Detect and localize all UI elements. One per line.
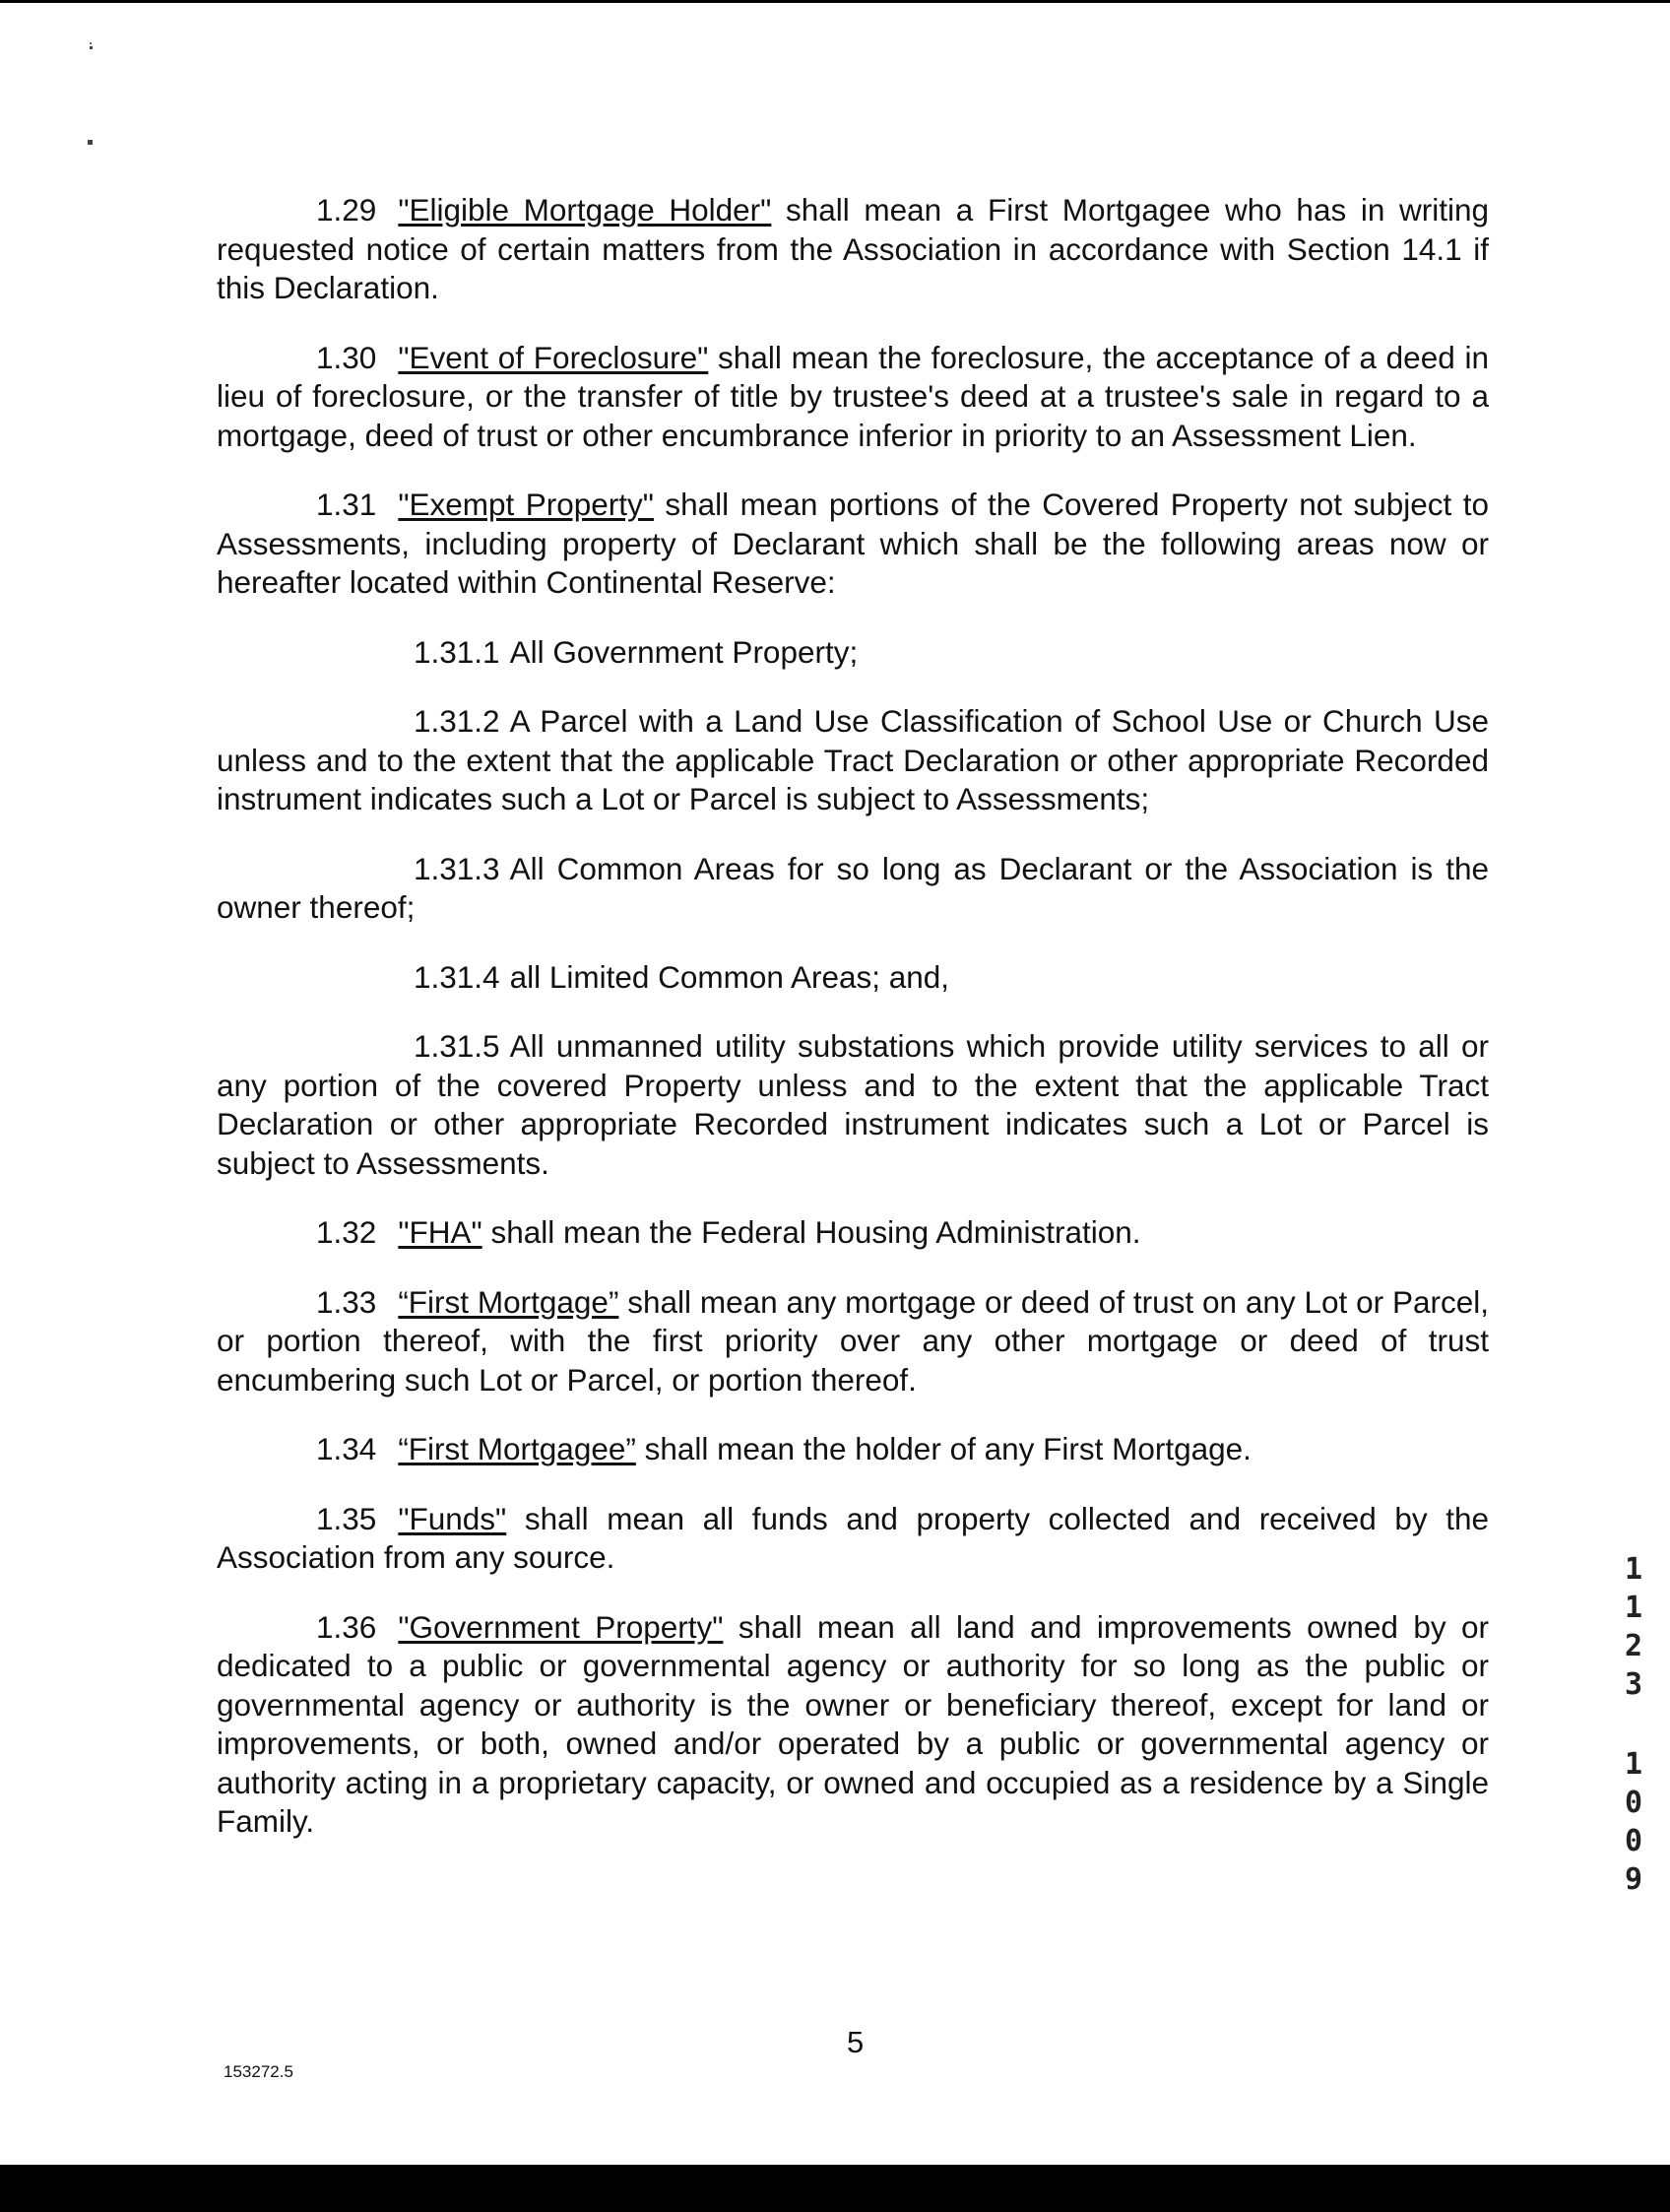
defined-term: "Eligible Mortgage Holder" <box>398 192 772 228</box>
defined-term: “First Mortgagee” <box>398 1431 636 1466</box>
section-number: 1.33 <box>316 1283 377 1320</box>
subsection-text: All Government Property; <box>509 633 859 670</box>
subsection-number: 1.31.1 <box>414 633 500 670</box>
subsection-1-31-3 <box>217 850 1489 928</box>
scan-speck <box>88 140 93 145</box>
document-id: 153272.5 <box>224 2062 293 2081</box>
subsection-number: 1.31.3 <box>414 850 500 886</box>
defined-term: "Exempt Property" <box>398 487 654 522</box>
section-1-32 <box>217 1213 1489 1253</box>
section-1-34 <box>217 1430 1489 1469</box>
subsection-number: 1.31.5 <box>414 1028 500 1064</box>
subsection-1-31-5 <box>217 1027 1489 1183</box>
section-text: shall mean the Federal Housing Administration. <box>482 1214 1141 1250</box>
subsection-number: 1.31.2 <box>414 703 500 739</box>
section-number: 1.36 <box>316 1608 377 1645</box>
subsection-text: all Limited Common Areas; and, <box>509 958 950 995</box>
section-number: 1.29 <box>316 192 377 228</box>
document-body <box>217 191 1489 1872</box>
subsection-1-31-1 <box>217 633 1489 673</box>
section-text: shall mean all funds and property collected and received by the Association from any source. <box>217 1500 1489 1575</box>
stamp-number-bottom: 1009 <box>1624 1747 1643 1897</box>
section-text: shall mean a First Mortgagee who has in writing requested notice of certain matters from the Association in accordance with Section 14.1 if this Declaration. <box>217 192 1490 305</box>
section-number: 1.30 <box>316 339 377 375</box>
section-number: 1.32 <box>316 1214 377 1250</box>
page-number: 5 <box>847 2025 865 2059</box>
subsection-text: All Common Areas for so long as Declarant or the Association is the owner thereof; <box>217 850 1489 925</box>
defined-term: “First Mortgage” <box>398 1283 619 1320</box>
recording-stamp <box>1619 1550 1648 1940</box>
section-1-35 <box>217 1500 1489 1578</box>
section-1-33 <box>217 1283 1489 1400</box>
subsection-1-31-2 <box>217 702 1489 819</box>
stamp-number-top: 1123 <box>1624 1552 1643 1702</box>
defined-term: "Government Property" <box>398 1608 724 1645</box>
defined-term: "Event of Foreclosure" <box>398 339 709 375</box>
subsection-number: 1.31.4 <box>414 958 500 995</box>
section-text: shall mean any mortgage or deed of trust on any Lot or Parcel, or portion thereof, with the first priority over any other mortgage or deed of trust encumbering such Lot or Parcel, or portion thereof. <box>217 1283 1489 1398</box>
section-1-29 <box>217 191 1489 308</box>
subsection-text: All unmanned utility substations which provide utility services to all or any portion of the covered Property unless and to the extent that the applicable Tract Declaration or other appropriate Recorded instrument indicates such a Lot or Parcel is subject to Assessments. <box>217 1028 1489 1181</box>
document-page <box>0 3 1670 2165</box>
section-number: 1.35 <box>316 1500 377 1536</box>
defined-term: "Funds" <box>398 1500 507 1536</box>
section-1-36 <box>217 1608 1489 1842</box>
section-number: 1.34 <box>316 1431 377 1466</box>
subsection-1-31-4 <box>217 958 1489 998</box>
section-text: shall mean all land and improvements owned by or dedicated to a public or governmental agency or authority for so long as the public or governmental agency or authority is the owner or beneficiary thereof, except for land or improvements, or both, owned and/or operated by a public or governmental agency or authority acting in a proprietary capacity, or owned and occupied as a residence by a Single Family. <box>217 1608 1489 1839</box>
defined-term: "FHA" <box>398 1214 482 1250</box>
section-text: shall mean the foreclosure, the acceptance of a deed in lieu of foreclosure, or the transfer of title by trustee's deed at a trustee's sale in regard to a mortgage, deed of trust or other encumbrance inferior in priority to an Assessment Lien. <box>217 339 1489 453</box>
section-text: shall mean portions of the Covered Property not subject to Assessments, including property of Declarant which shall be the following areas now or hereafter located within Continental Reserve: <box>217 487 1489 600</box>
subsection-text: A Parcel with a Land Use Classification of School Use or Church Use unless and to the extent that the applicable Tract Declaration or other appropriate Recorded instrument indicates such a Lot or Parcel is subject to Assessments; <box>217 703 1489 816</box>
section-1-31 <box>217 486 1489 603</box>
scan-speck <box>90 46 93 49</box>
section-number: 1.31 <box>316 487 377 522</box>
section-text: shall mean the holder of any First Mortgage. <box>635 1431 1252 1466</box>
section-1-30 <box>217 339 1489 456</box>
